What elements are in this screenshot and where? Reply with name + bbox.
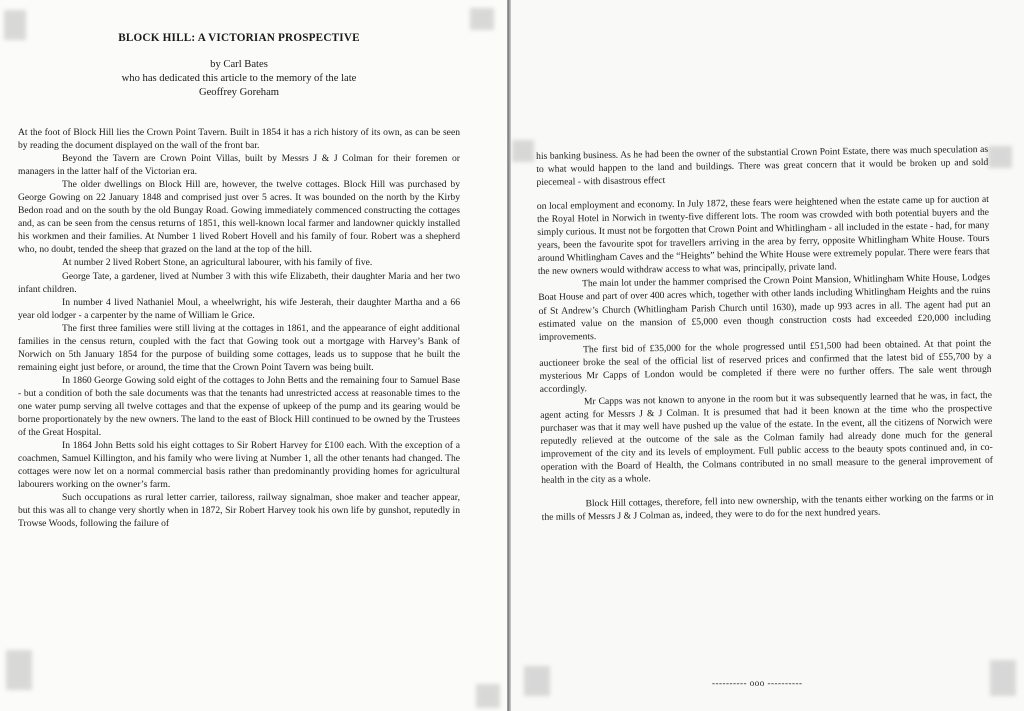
end-marker: ---------- ooo ---------- — [712, 678, 803, 688]
scan-smudge — [476, 684, 500, 708]
author-line: by Carl Bates — [210, 59, 268, 70]
paragraph: At the foot of Block Hill lies the Crown Point Tavern. Built in 1854 it has a rich history of its own, as can be seen by reading the document displayed on the wall of the front bar. — [18, 127, 460, 152]
paragraph: his banking business. As he had been the owner of the substantial Crown Point Estate, there was much speculation as to what would happen to the land and buildings. There was great concern that it would be broken up and sold piecemeal - with disastrous effect — [536, 143, 989, 189]
dedication-line: who has dedicated this article to the memory of the late — [121, 73, 357, 84]
scan-smudge — [990, 660, 1016, 696]
article-title: BLOCK HILL: A VICTORIAN PROSPECTIVE — [118, 32, 360, 44]
paragraph: At number 2 lived Robert Stone, an agricultural labourer, with his family of five. — [62, 257, 373, 269]
paragraph: The older dwellings on Block Hill are, however, the twelve cottages. Block Hill was purchased by George Gowing on 22 January 1848 and comprised just over 5 acres. It was bounded on the north by the Kirby Bedon road and on the south by the old Bungay Road. Gowing immediately commenced constructing the cottages and, as can be seen from the census returns of 1851, this well-known local farmer and landowner quickly installed his workmen and their families. At Number 1 lived Robert Hovell and his family of four. Robert was a shepherd who, no doubt, tended the sheep that grazed on the land at the top of the hill. — [18, 179, 460, 256]
scan-smudge — [988, 146, 1012, 168]
paragraph: Mr Capps was not known to anyone in the room but it was subsequently learned that he was, in fact, the agent acting for Messrs J & J Colman. It is presumed that had it been known at the time who the prospective purchaser was that it may well have pushed up the value of the estate. In the event, all the citizens of Norwich were reputedly relieved at the outcome of the sale as the Colman family had already done much for the general improvement of the city and its levels of employment. Full public access to the beauty spots continued and, in co-operation with the Board of Health, the Colmans contributed in no small measure to the general improvement of health in the city as a whole. — [540, 389, 994, 487]
paragraph: The first three families were still living at the cottages in 1861, and the appearance of eight additional families in the census return, coupled with the fact that Gowing took out a mortgage with Harvey’s Bank of Norwich on 5th January 1854 for the purpose of building some cottages, leads us to suppose that he built the remaining eight just before, or around, the time that the Crown Point Tavern was being built. — [18, 322, 460, 373]
left-column — [18, 32, 460, 530]
paragraph: In number 4 lived Nathaniel Moul, a wheelwright, his wife Jesterah, their daughter Martha and a 66 year old lodger - a carpenter by the name of William le Grice. — [18, 296, 460, 321]
byline — [18, 58, 460, 100]
scan-smudge — [6, 650, 32, 690]
scan-smudge — [524, 666, 550, 696]
paragraph: Beyond the Tavern are Crown Point Villas, built by Messrs J & J Colman for their foremen or managers in the latter half of the Victorian era. — [18, 153, 460, 178]
paragraph: The main lot under the hammer comprised the Crown Point Mansion, Whitlingham White House, Lodges Boat House and part of over 400 acres which, together with other lands including Whitlingham Heights and the ruins of St Andrew’s Church (Whitlingham Parish Church until 1630), made up 993 acres in all. The agent had put an estimated value on the mansion of £5,000 even though construction costs had exceeded £20,000 including improvements. — [538, 272, 991, 343]
paragraph: on local employment and economy. In July 1872, these fears were heightened when the estate came up for auction at the Royal Hotel in Norwich in twenty-five different lots. The room was crowded with both potential buyers and the simply curious. It must not be forgotten that Crown Point and Whitlingham - all included in the estate - had, for many years, been the favourite spot for travellers arriving in the area by ferry, opposite Whitlingham White House. Tours around Whitlingham Caves and the “Heights” behind the White House were extremely popular. There were fears that the new owners would withdraw access to what was, principally, private land. — [536, 194, 990, 278]
page-gutter — [508, 0, 511, 711]
scan-smudge — [470, 8, 494, 30]
right-column — [536, 143, 994, 524]
left-body — [18, 126, 460, 530]
right-body — [536, 143, 994, 524]
dedicatee-line: Geoffrey Goreham — [198, 87, 280, 98]
paragraph: In 1864 John Betts sold his eight cottages to Sir Robert Harvey for £100 each. With the exception of a coachmen, Samuel Killington, and his family who were living at Number 1, all the other tenants had changed. The cottages were now let on a normal commercial basis rather than predominantly providing homes for agricultural labourers working on the owner’s farm. — [18, 440, 460, 491]
paragraph: George Tate, a gardener, lived at Number 3 with this wife Elizabeth, their daughter Maria and her two infant children. — [18, 270, 460, 295]
paragraph: Block Hill cottages, therefore, fell into new ownership, with the tenants either working on the farms or in the mills of Messrs J & J Colman as, indeed, they were to do for the next hundred years. — [541, 492, 994, 524]
paragraph: Such occupations as rural letter carrier, tailoress, railway signalman, shoe maker and teacher appear, but this was all to change very shortly when in 1872, Sir Robert Harvey took his own life by gunshot, reputedly in Trowse Woods, following the failure of — [18, 492, 460, 530]
scan-smudge — [512, 140, 534, 162]
paragraph: In 1860 George Gowing sold eight of the cottages to John Betts and the remaining four to Samuel Base - but a condition of both the sale documents was that the tenants had unrestricted access at reasonable times to the one water pump serving all twelve cottages and that the expense of upkeep of the pump and its gearing would be borne proportionately by the new owners. The land to the east of Block Hill continued to be owned by the Trustees of the Great Hospital. — [18, 374, 460, 439]
paragraph: The first bid of £35,000 for the whole progressed until £51,500 had been obtained. At that point the auctioneer broke the seal of the official list of reserved prices and confirmed that the latest bid of £55,700 by a mysterious Mr Capps of London would be completed if there were no further offers. The sale went through accordingly. — [539, 337, 992, 395]
